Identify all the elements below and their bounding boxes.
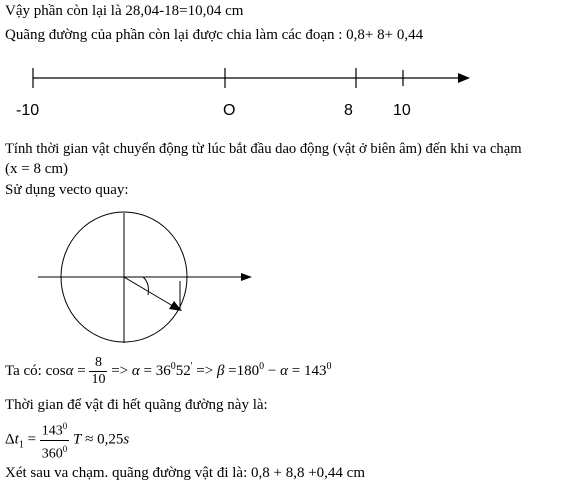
line-remaining: Vậy phần còn lại là 28,04-18=10,04 cm (5, 3, 244, 19)
rotating-vector (124, 277, 178, 309)
fraction-143-360: $\frac{143^0}{360^0}$ (40, 418, 70, 462)
line-collision-position: (x = 8 cm) (5, 161, 69, 177)
tick-label-8: 8 (344, 102, 353, 119)
line-rotating-vector: Sử dụng vecto quay: (5, 182, 129, 198)
tick-label-minus10: -10 (16, 102, 40, 119)
line-after-collision: Xét sau va chạm. quãng đường vật đi là: 0,8 + 8,8 +0,44 cm (5, 465, 365, 481)
horizontal-axis-arrow (241, 273, 252, 281)
tick-label-origin: O (223, 102, 236, 119)
number-line-arrow (458, 73, 470, 83)
line-time-question: Tính thời gian vật chuyển động từ lúc bắt đầu dao động (vật ở biên âm) đến khi va chạm (5, 141, 522, 157)
line-segments: Quãng đường của phần còn lại được chia làm các đoạn : 0,8+ 8+ 0,44 (5, 27, 424, 43)
tick-label-10: 10 (393, 102, 411, 119)
line-time-distance: Thời gian để vật đi hết quãng đường này là: (5, 397, 268, 413)
equation-delta-t: $\Delta t_1$ = $\frac{143^0}{360^0}$ T ≈ 0,25s (5, 418, 129, 462)
fraction-8-10: $\frac{8}{10}$ (91, 355, 106, 387)
angle-arc (143, 277, 148, 295)
equation-cos-alpha: Ta có: cosα = $\frac{8}{10}$ => $\alpha = 36^052' => \beta =180^0 - \alpha = 143^0$ (5, 355, 332, 387)
phase-circle-diagram (38, 212, 252, 343)
